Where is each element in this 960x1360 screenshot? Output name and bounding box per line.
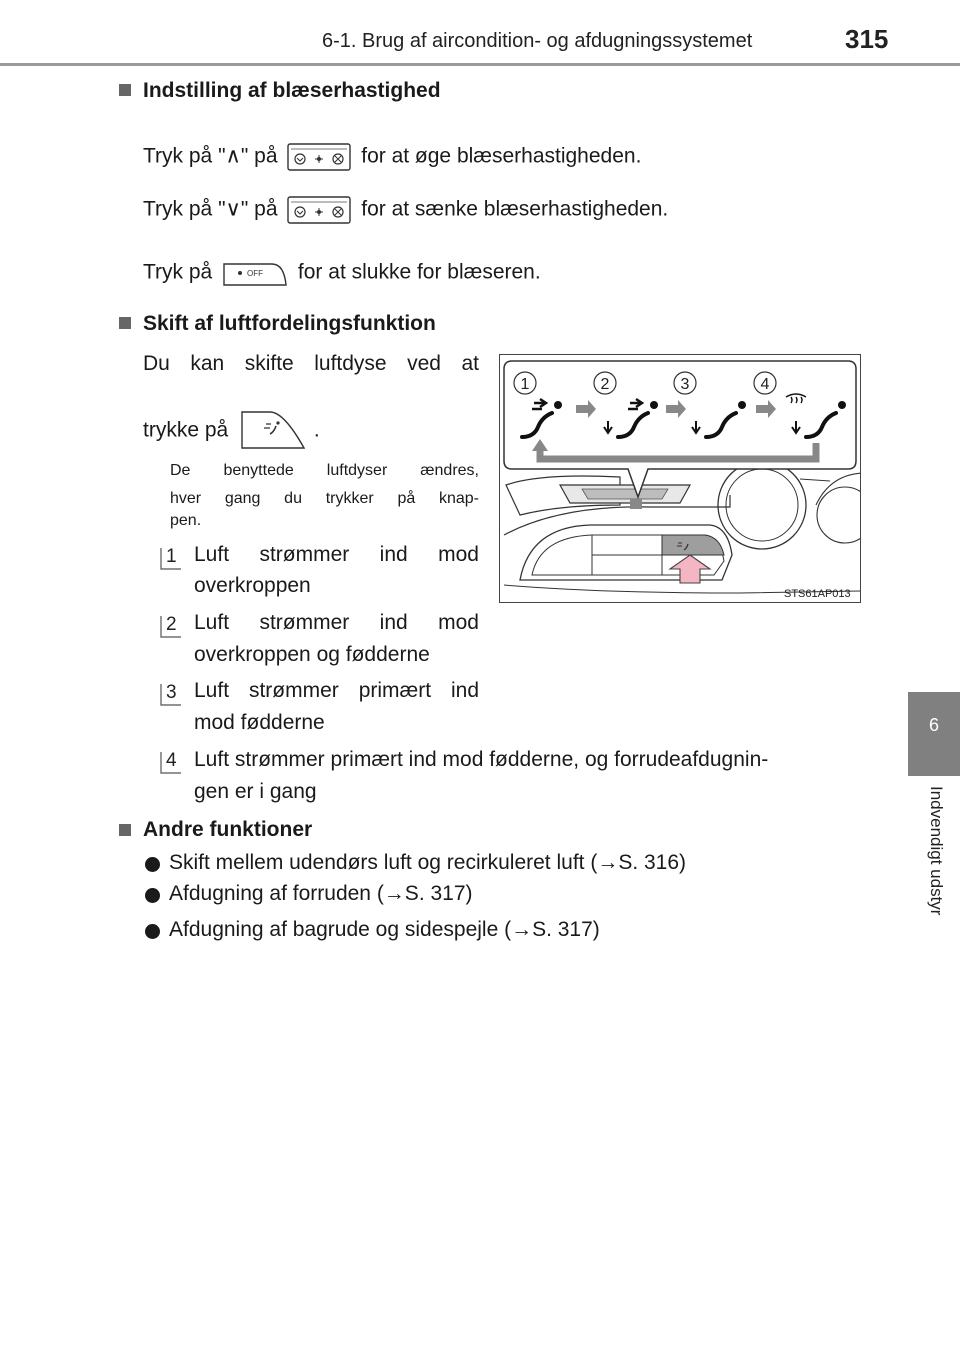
fan-increase-line bbox=[143, 143, 641, 171]
fan-off-button-icon bbox=[222, 259, 288, 287]
chapter-label: Indvendigt udstyr bbox=[927, 786, 946, 916]
item-3-line2: mod fødderne bbox=[194, 711, 325, 734]
number-label: 3 bbox=[166, 682, 177, 703]
figure-code: STS61AP013 bbox=[784, 588, 851, 600]
heading-square-icon bbox=[119, 317, 131, 329]
bullet-dot bbox=[145, 857, 160, 872]
fan-off-line bbox=[143, 259, 541, 287]
item-2-line2: overkroppen og fødderne bbox=[194, 643, 430, 666]
fan-speed-button-icon bbox=[287, 196, 351, 224]
item-4-line2: gen er i gang bbox=[194, 780, 317, 803]
callout-4: 4 bbox=[760, 376, 770, 393]
text: trykke på bbox=[143, 418, 229, 442]
callout-2: 2 bbox=[600, 376, 610, 393]
text: for at øge blæserhastigheden. bbox=[361, 144, 642, 168]
note-line: De benyttede luftdyser ændres, bbox=[170, 462, 479, 479]
number-label: 4 bbox=[166, 750, 177, 771]
intro-line-2 bbox=[143, 408, 320, 454]
bullet-dot bbox=[145, 924, 160, 939]
bullet-rear-defog: Afdugning af bagrude og sidespejle (→S. 317) bbox=[169, 918, 600, 941]
bullet-dot bbox=[145, 888, 160, 903]
text: Tryk på "∧" på bbox=[143, 144, 278, 168]
text: for at slukke for blæseren. bbox=[297, 260, 541, 284]
note-line: hver gang du trykker på knap- bbox=[170, 490, 479, 507]
number-1-badge bbox=[160, 540, 182, 570]
heading-other-functions: Andre funktioner bbox=[143, 818, 313, 841]
number-label: 2 bbox=[166, 614, 177, 635]
number-2-badge bbox=[160, 608, 182, 638]
item-1-line1: Luft strømmer ind mod bbox=[194, 543, 479, 566]
number-4-badge bbox=[160, 744, 182, 774]
header-rule bbox=[0, 63, 960, 66]
heading-square-icon bbox=[119, 84, 131, 96]
text: . bbox=[313, 418, 320, 442]
text: Tryk på "∨" på bbox=[143, 197, 278, 221]
heading-square-icon bbox=[119, 824, 131, 836]
item-4-line1: Luft strømmer primært ind mod fødderne, og forrudeafdugnin- bbox=[194, 748, 769, 771]
figure-illustration bbox=[500, 355, 861, 603]
item-3-line1: Luft strømmer primært ind bbox=[194, 679, 479, 702]
item-1-line2: overkroppen bbox=[194, 574, 311, 597]
heading-air-distribution: Skift af luftfordelingsfunktion bbox=[143, 312, 436, 335]
fan-decrease-line bbox=[143, 196, 668, 224]
page-number: 315 bbox=[845, 24, 889, 54]
number-3-badge bbox=[160, 676, 182, 706]
callout-3: 3 bbox=[680, 376, 690, 393]
bullet-recirculation: Skift mellem udendørs luft og recirkuleret luft (→S. 316) bbox=[169, 851, 687, 874]
number-label: 1 bbox=[166, 546, 177, 567]
heading-fan-speed: Indstilling af blæserhastighed bbox=[143, 79, 441, 102]
air-distribution-figure bbox=[499, 354, 861, 603]
intro-line: Du kan skifte luftdyse ved at bbox=[143, 352, 479, 375]
callout-1: 1 bbox=[520, 376, 530, 393]
section-title: 6-1. Brug af aircondition- og afdugningssystemet bbox=[322, 30, 753, 52]
off-button-text: OFF bbox=[247, 269, 264, 278]
text: for at sænke blæserhastigheden. bbox=[361, 197, 669, 221]
note-line: pen. bbox=[170, 512, 202, 529]
bullet-windshield-defog: Afdugning af forruden (→S. 317) bbox=[169, 882, 473, 905]
text: Tryk på bbox=[143, 260, 213, 284]
chapter-tab[interactable]: 6 bbox=[908, 692, 960, 776]
fan-speed-button-icon bbox=[287, 143, 351, 171]
item-2-line1: Luft strømmer ind mod bbox=[194, 611, 479, 634]
air-mode-button-icon bbox=[240, 408, 306, 454]
